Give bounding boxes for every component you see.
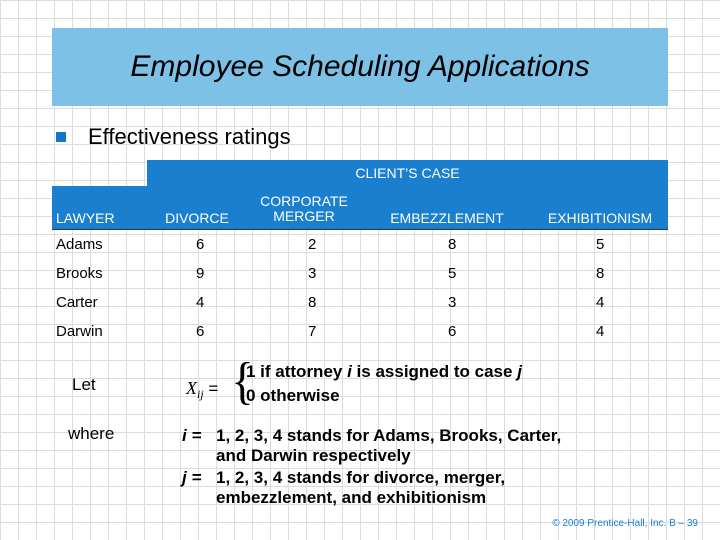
rating-cell: 9	[196, 265, 205, 282]
j-def-line2: embezzlement, and exhibitionism	[216, 488, 487, 507]
i-def-line1: 1, 2, 3, 4 stands for Adams, Brooks, Carter,	[216, 426, 562, 445]
clients-case-header: CLIENT’S CASE	[147, 160, 668, 186]
col-header-lawyer: LAWYER	[56, 210, 115, 226]
i-definition	[182, 426, 561, 466]
table-row	[52, 259, 668, 288]
case1-text: 1 if attorney	[246, 362, 348, 381]
rating-cell: 6	[448, 323, 457, 340]
i-def-line2: and Darwin respectively	[216, 446, 411, 465]
equals-sign: =	[203, 379, 219, 398]
left-brace-icon: {	[231, 353, 254, 410]
rating-cell: 3	[448, 294, 457, 311]
rating-cell: 6	[196, 236, 205, 253]
let-label: Let	[72, 375, 96, 394]
rating-cell: 4	[596, 323, 605, 340]
case1-j: j	[517, 362, 522, 381]
lawyer-name: Brooks	[56, 265, 103, 282]
x-subscript: ij	[197, 387, 204, 401]
j-def-line1: 1, 2, 3, 4 stands for divorce, merger,	[216, 468, 506, 487]
table-row	[52, 230, 668, 259]
case1-i: i	[347, 362, 352, 381]
slide-title: Employee Scheduling Applications	[130, 50, 590, 83]
case-line-1	[246, 362, 522, 382]
rating-cell: 7	[308, 323, 317, 340]
rating-cell: 8	[448, 236, 457, 253]
x-variable: X	[186, 378, 197, 398]
i-variable: i =	[182, 426, 202, 445]
rating-cell: 4	[596, 294, 605, 311]
col-header-divorce: DIVORCE	[165, 210, 229, 226]
rating-cell: 6	[196, 323, 205, 340]
case-line-2: 0 otherwise	[246, 386, 340, 405]
bullet-row	[56, 122, 291, 152]
square-bullet-icon	[56, 132, 66, 142]
rating-cell: 8	[308, 294, 317, 311]
lawyer-name: Darwin	[56, 323, 103, 340]
lawyer-name: Adams	[56, 236, 103, 253]
x-ij-formula	[186, 378, 218, 402]
col-header-exhibitionism: EXHIBITIONISM	[547, 210, 653, 226]
table-row	[52, 288, 668, 317]
rating-cell: 8	[596, 265, 605, 282]
rating-cell: 3	[308, 265, 317, 282]
j-definition	[182, 468, 505, 508]
col-header-corporate-line1: CORPORATE	[260, 193, 348, 209]
rating-cell: 2	[308, 236, 317, 253]
where-label: where	[68, 424, 115, 443]
bullet-text: Effectiveness ratings	[88, 124, 291, 149]
lawyer-name: Carter	[56, 294, 98, 311]
slide-title-box	[52, 28, 668, 106]
rating-cell: 4	[196, 294, 205, 311]
case1-mid: is assigned to case	[351, 362, 518, 381]
table-body	[52, 230, 668, 346]
col-header-corporate-line2: MERGER	[273, 208, 335, 224]
table-row	[52, 317, 668, 346]
col-header-corporate-merger	[244, 194, 364, 224]
rating-cell: 5	[596, 236, 605, 253]
column-header-row	[52, 186, 668, 230]
rating-cell: 5	[448, 265, 457, 282]
col-header-embezzlement: EMBEZZLEMENT	[390, 210, 504, 226]
copyright-footer: © 2009 Prentice-Hall, Inc. B – 39	[552, 518, 698, 529]
j-variable: j =	[182, 468, 202, 487]
